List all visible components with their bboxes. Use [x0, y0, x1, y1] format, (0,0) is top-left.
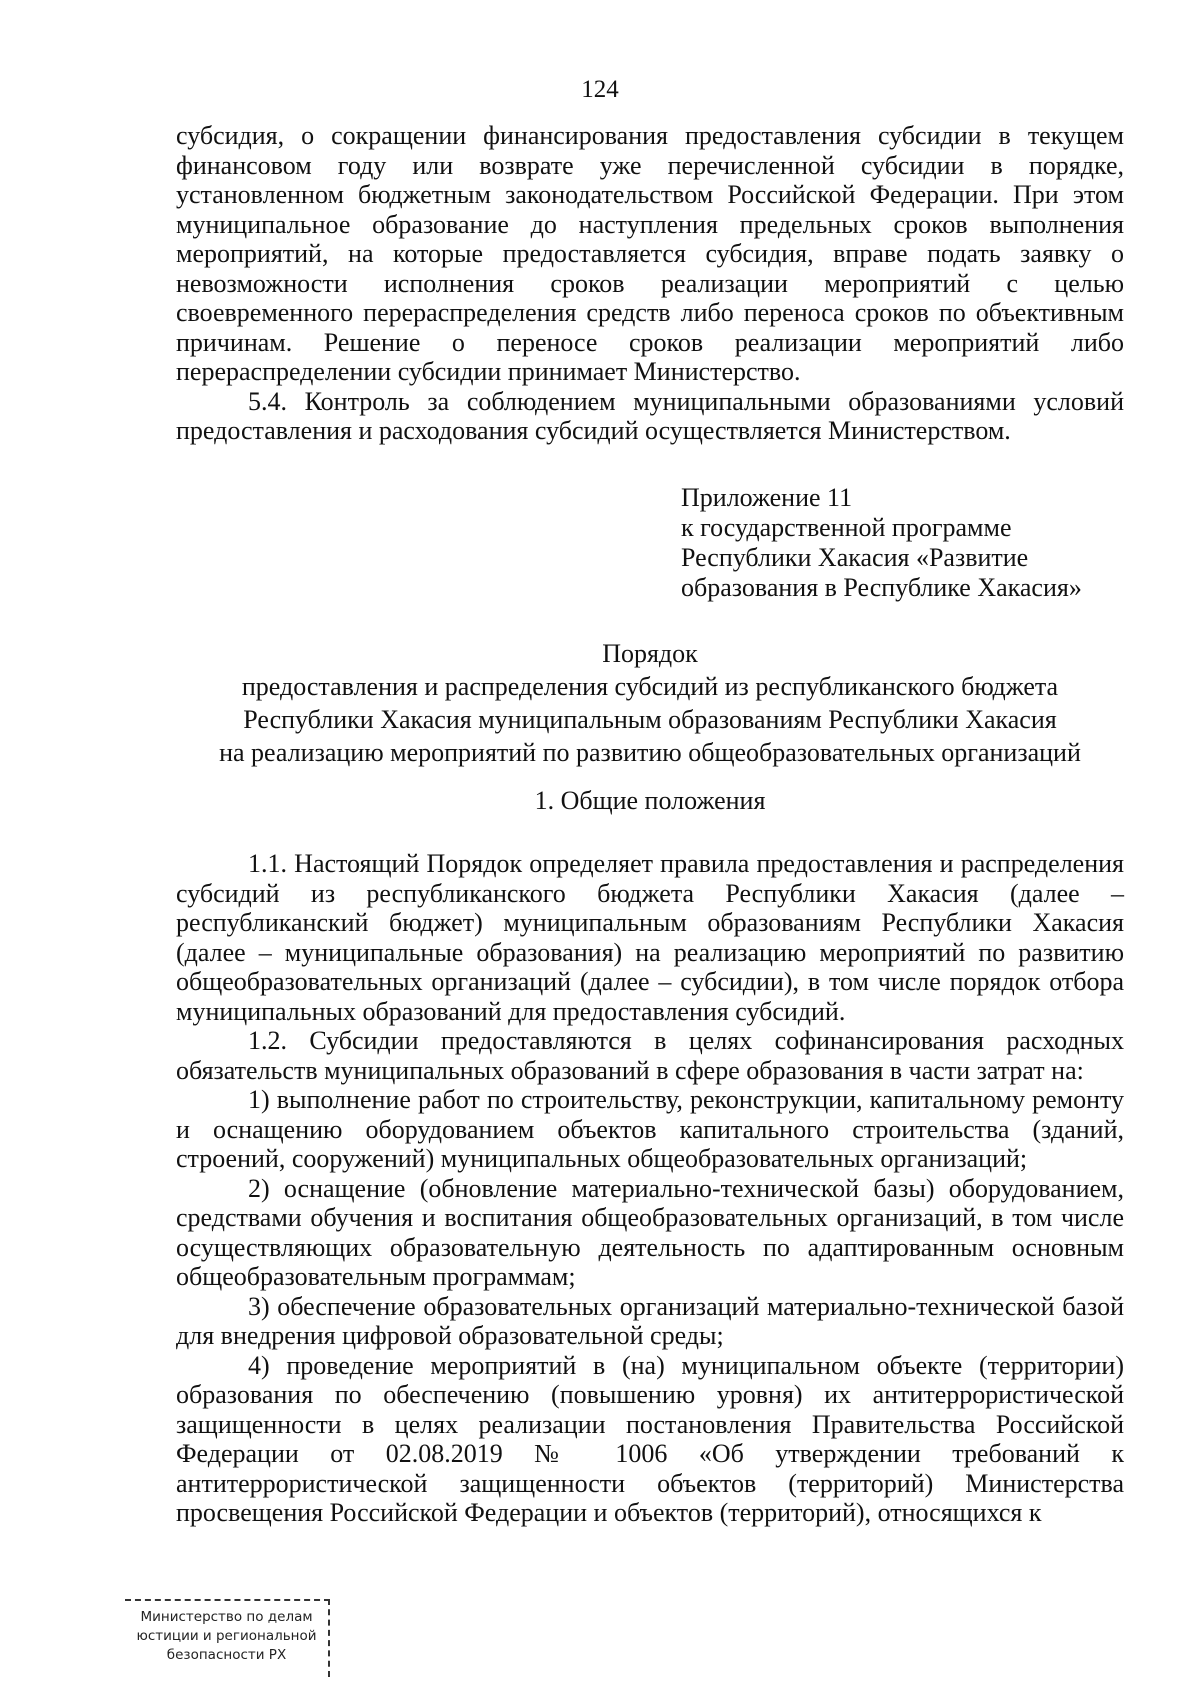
list-item-3: 3) обеспечение образовательных организаций материально-технической базой для внедрения цифровой образовательной среды; — [176, 1291, 1124, 1350]
section-body — [176, 849, 1124, 1528]
stamp-line: Министерство по делам — [140, 1609, 313, 1625]
title-line: предоставления и распределения субсидий из республиканского бюджета — [241, 672, 1059, 701]
document-title — [150, 637, 1150, 769]
appendix-line: образования в Республике Хакасия» — [681, 573, 1082, 602]
continuation-text — [176, 121, 1124, 446]
ministry-stamp — [125, 1599, 330, 1677]
list-item-2: 2) оснащение (обновление материально-технической базы) оборудованием, средствами обучения и воспитания общеобразовательных организаций, в том числе осуществляющих образовательную деятельность по адаптированным основным общеобразовательным программам; — [176, 1173, 1124, 1291]
paragraph-1-1: 1.1. Настоящий Порядок определяет правила предоставления и распределения субсидий из республиканского бюджета Республики Хакасия (далее – республиканский бюджет) муниципальным образованиям Республики Хакасия (далее – муниципальные образования) на реализацию мероприятий по развитию общеобразовательных организаций (далее – субсидии), в том числе порядок отбора муниципальных образований для предоставления субсидий. — [176, 849, 1124, 1026]
paragraph-1-2: 1.2. Субсидии предоставляются в целях софинансирования расходных обязательств муниципальных образований в сфере образования в части затрат на: — [176, 1026, 1124, 1085]
paragraph-5-4: 5.4. Контроль за соблюдением муниципальными образованиями условий предоставления и расходования субсидий осуществляется Министерством. — [176, 386, 1124, 445]
page-number: 124 — [581, 76, 619, 103]
title-line: на реализацию мероприятий по развитию общеобразовательных организаций — [219, 738, 1081, 767]
paragraph-continuation: субсидия, о сокращении финансирования предоставления субсидии в текущем финансовом году или возврате уже перечисленной субсидии в порядке, установленном бюджетным законодательством Российской Федерации. При этом муниципальное образование до наступления предельных сроков выполнения мероприятий, на которые предоставляется субсидия, вправе подать заявку о невозможности исполнения сроков реализации мероприятий с целью своевременного перераспределения средств либо переноса сроков по объективным причинам. Решение о переносе сроков реализации мероприятий либо перераспределении субсидии принимает Министерство. — [176, 121, 1124, 386]
appendix-reference — [681, 483, 1141, 603]
section-heading: 1. Общие положения — [534, 786, 766, 815]
title-line: Республики Хакасия муниципальным образованиям Республики Хакасия — [243, 705, 1057, 734]
stamp-line: юстиции и региональной — [136, 1628, 317, 1644]
stamp-line: безопасности РХ — [166, 1647, 287, 1663]
list-item-1: 1) выполнение работ по строительству, реконструкции, капитальному ремонту и оснащению оборудованием объектов капитального строительства (зданий, строений, сооружений) муниципальных общеобразовательных организаций; — [176, 1085, 1124, 1173]
appendix-line: Приложение 11 — [681, 483, 853, 512]
appendix-line: Республики Хакасия «Развитие — [681, 543, 1029, 572]
title-line: Порядок — [602, 639, 698, 668]
list-item-4: 4) проведение мероприятий в (на) муниципальном объекте (территории) образования по обеспечению (повышению уровня) их антитеррористической защищенности в целях реализации постановления Правительства Российской Федерации от 02.08.2019 № 1006 «Об утверждении требований к антитеррористической защищенности объектов (территорий) Министерства просвещения Российской Федерации и объектов (территорий), относящихся к — [176, 1350, 1124, 1527]
appendix-line: к государственной программе — [681, 513, 1012, 542]
